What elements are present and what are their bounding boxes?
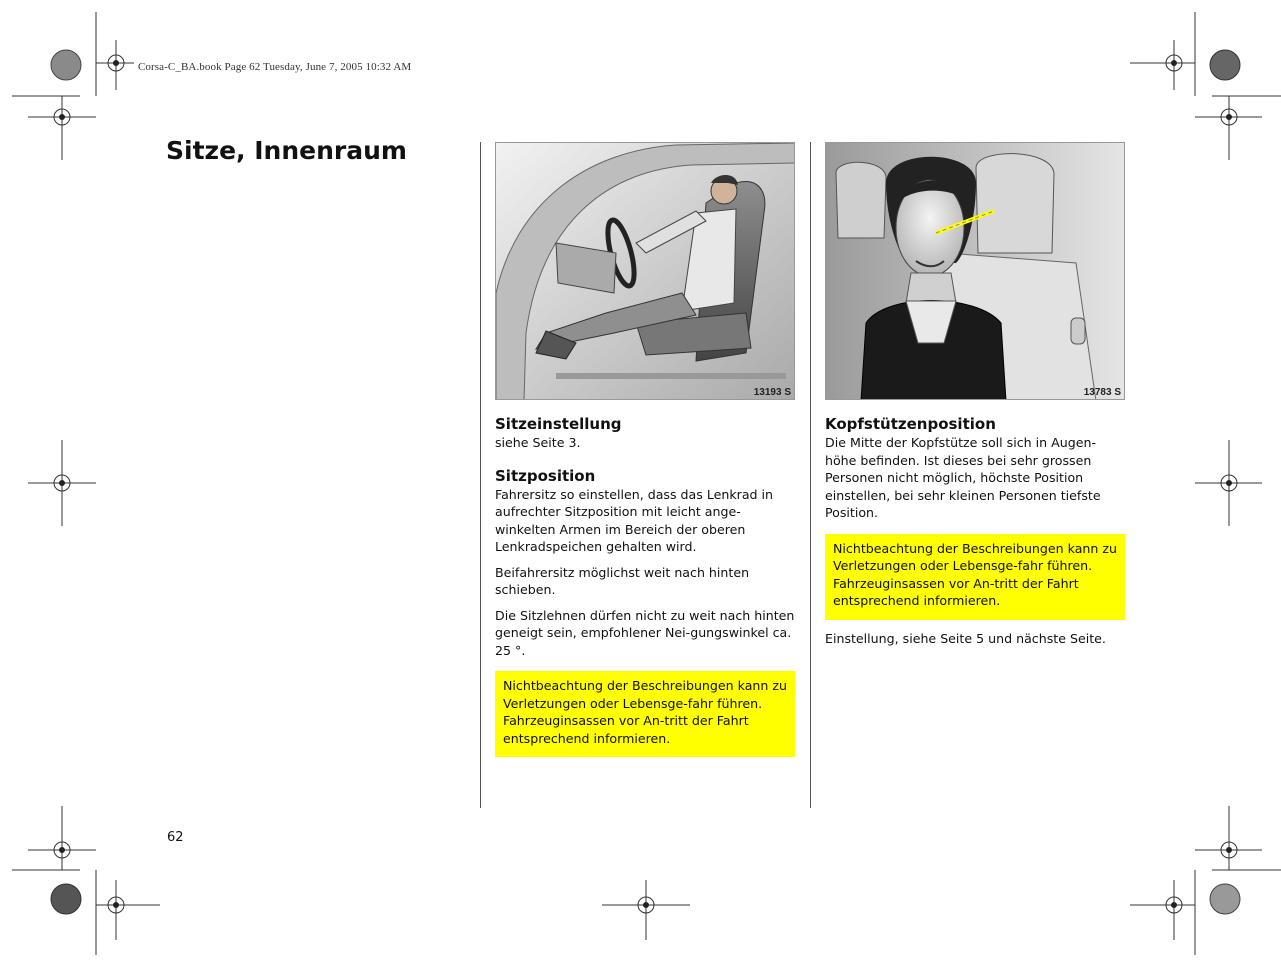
head-restraint-illustration	[825, 142, 1125, 400]
paragraph: Fahrersitz so einstellen, dass das Lenkrad in aufrechter Sitzposition mit leicht ange-winkelten Armen im Bereich der oberen Lenkradspeichen gehalten wird.	[495, 486, 774, 554]
print-info-header: Corsa-C_BA.book Page 62 Tuesday, June 7, 2005 10:32 AM	[138, 61, 412, 73]
page-number: 62	[167, 830, 184, 845]
column-divider-right	[810, 142, 811, 808]
warning-box: Nichtbeachtung der Beschreibungen kann zu Verletzungen oder Lebensge-fahr führen. Fahrzeuginsassen vor An-tritt der Fahrt entsprechend informieren.	[825, 534, 1125, 620]
column-divider-left	[480, 142, 481, 808]
page-title: Sitze, Innenraum	[166, 136, 407, 165]
section-heading-kopfstuetzenposition: Kopfstützenposition	[825, 415, 996, 433]
section-text: siehe Seite 3.	[495, 435, 581, 450]
section-heading-sitzposition: Sitzposition	[495, 466, 596, 485]
paragraph: Die Sitzlehnen dürfen nicht zu weit nach hinten geneigt sein, empfohlener Nei-gungswinkel ca. 25 °.	[495, 607, 795, 658]
section-text: Die Mitte der Kopfstütze soll sich in Augen-höhe befinden. Ist dieses bei sehr grossen Personen nicht möglich, höchste Position einstellen, bei sehr kleinen Personen tiefste Position.	[825, 435, 1101, 520]
paragraph: Beifahrersitz möglichst weit nach hinten schieben.	[495, 564, 750, 597]
figure-code: 13193 S	[753, 387, 791, 398]
right-column-text	[825, 414, 1125, 655]
section-heading-sitzeinstellung: Sitzeinstellung	[495, 415, 622, 433]
footer-text: Einstellung, siehe Seite 5 und nächste Seite.	[825, 630, 1106, 646]
warning-box: Nichtbeachtung der Beschreibungen kann zu Verletzungen oder Lebensge-fahr führen. Fahrzeuginsassen vor An-tritt der Fahrt entsprechend informieren.	[495, 671, 795, 757]
seat-position-illustration	[495, 142, 795, 400]
figure-code: 13783 S	[1083, 387, 1121, 398]
left-column-text	[495, 414, 795, 757]
